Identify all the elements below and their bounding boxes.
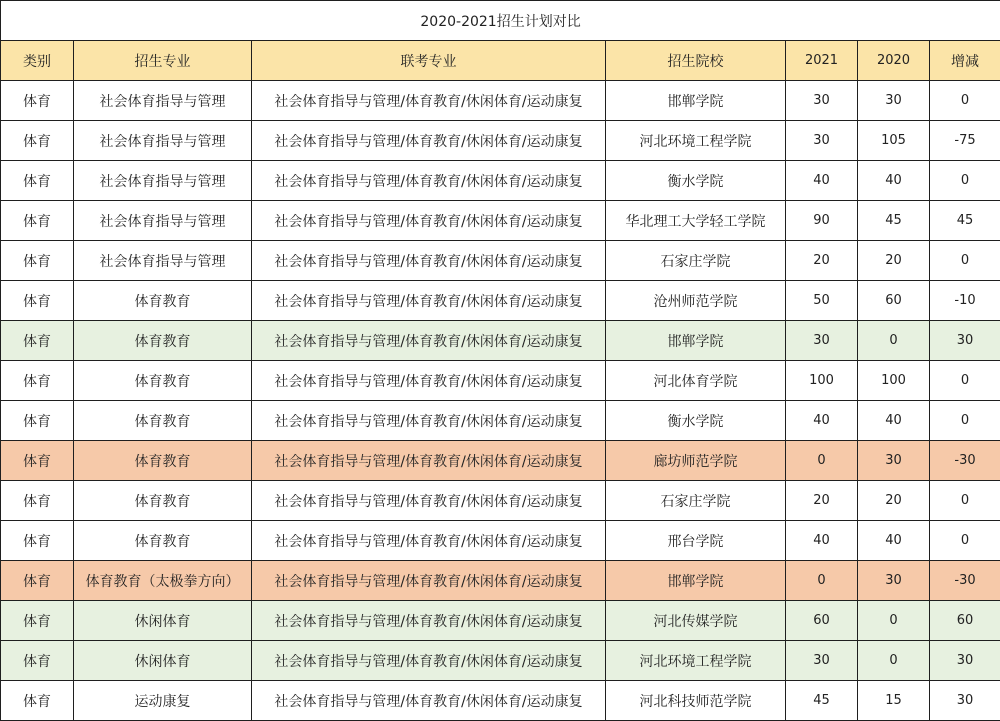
cell-school: 石家庄学院 xyxy=(606,241,786,281)
cell-2021: 90 xyxy=(786,201,858,241)
table-row xyxy=(1,81,1000,121)
cell-category: 体育 xyxy=(1,81,74,121)
cell-change: 0 xyxy=(930,401,1000,441)
cell-enroll-major: 社会体育指导与管理 xyxy=(74,81,252,121)
cell-enroll-major: 休闲体育 xyxy=(74,601,252,641)
cell-change: 30 xyxy=(930,681,1000,721)
cell-category: 体育 xyxy=(1,201,74,241)
cell-enroll-major: 体育教育（太极拳方向） xyxy=(74,561,252,601)
cell-2021: 50 xyxy=(786,281,858,321)
table-row xyxy=(1,521,1000,561)
cell-2021: 20 xyxy=(786,241,858,281)
cell-category: 体育 xyxy=(1,361,74,401)
cell-2020: 40 xyxy=(858,401,930,441)
table-row xyxy=(1,161,1000,201)
cell-2020: 30 xyxy=(858,441,930,481)
cell-joint-exam-major: 社会体育指导与管理/体育教育/休闲体育/运动康复 xyxy=(252,441,606,481)
cell-2020: 45 xyxy=(858,201,930,241)
header-2021: 2021 xyxy=(786,41,858,81)
cell-2021: 30 xyxy=(786,81,858,121)
cell-2021: 30 xyxy=(786,641,858,681)
cell-enroll-major: 体育教育 xyxy=(74,361,252,401)
cell-change: 0 xyxy=(930,481,1000,521)
cell-joint-exam-major: 社会体育指导与管理/体育教育/休闲体育/运动康复 xyxy=(252,481,606,521)
cell-change: -30 xyxy=(930,561,1000,601)
cell-joint-exam-major: 社会体育指导与管理/体育教育/休闲体育/运动康复 xyxy=(252,121,606,161)
cell-change: 60 xyxy=(930,601,1000,641)
cell-category: 体育 xyxy=(1,561,74,601)
cell-change: 30 xyxy=(930,321,1000,361)
cell-joint-exam-major: 社会体育指导与管理/体育教育/休闲体育/运动康复 xyxy=(252,521,606,561)
title-row xyxy=(1,1,1000,41)
header-school: 招生院校 xyxy=(606,41,786,81)
table-row xyxy=(1,561,1000,601)
cell-2020: 30 xyxy=(858,561,930,601)
cell-joint-exam-major: 社会体育指导与管理/体育教育/休闲体育/运动康复 xyxy=(252,81,606,121)
cell-change: -10 xyxy=(930,281,1000,321)
cell-enroll-major: 社会体育指导与管理 xyxy=(74,241,252,281)
cell-2021: 20 xyxy=(786,481,858,521)
cell-2021: 100 xyxy=(786,361,858,401)
header-row xyxy=(1,41,1000,81)
cell-school: 河北科技师范学院 xyxy=(606,681,786,721)
cell-enroll-major: 运动康复 xyxy=(74,681,252,721)
cell-school: 沧州师范学院 xyxy=(606,281,786,321)
cell-change: -75 xyxy=(930,121,1000,161)
cell-2020: 60 xyxy=(858,281,930,321)
table-row xyxy=(1,641,1000,681)
table-row xyxy=(1,281,1000,321)
cell-category: 体育 xyxy=(1,281,74,321)
cell-school: 邢台学院 xyxy=(606,521,786,561)
table-row xyxy=(1,401,1000,441)
cell-change: -30 xyxy=(930,441,1000,481)
cell-category: 体育 xyxy=(1,121,74,161)
cell-joint-exam-major: 社会体育指导与管理/体育教育/休闲体育/运动康复 xyxy=(252,201,606,241)
table-row xyxy=(1,481,1000,521)
table-row xyxy=(1,201,1000,241)
cell-2020: 40 xyxy=(858,521,930,561)
cell-2020: 30 xyxy=(858,81,930,121)
header-joint-exam-major: 联考专业 xyxy=(252,41,606,81)
cell-enroll-major: 体育教育 xyxy=(74,481,252,521)
cell-2021: 45 xyxy=(786,681,858,721)
table-row xyxy=(1,241,1000,281)
cell-change: 30 xyxy=(930,641,1000,681)
cell-school: 衡水学院 xyxy=(606,161,786,201)
header-enroll-major: 招生专业 xyxy=(74,41,252,81)
cell-2020: 20 xyxy=(858,241,930,281)
cell-enroll-major: 体育教育 xyxy=(74,521,252,561)
cell-joint-exam-major: 社会体育指导与管理/体育教育/休闲体育/运动康复 xyxy=(252,321,606,361)
cell-enroll-major: 体育教育 xyxy=(74,321,252,361)
cell-change: 0 xyxy=(930,241,1000,281)
cell-school: 邯郸学院 xyxy=(606,321,786,361)
cell-school: 河北体育学院 xyxy=(606,361,786,401)
cell-school: 廊坊师范学院 xyxy=(606,441,786,481)
cell-enroll-major: 社会体育指导与管理 xyxy=(74,121,252,161)
cell-category: 体育 xyxy=(1,681,74,721)
cell-category: 体育 xyxy=(1,641,74,681)
cell-joint-exam-major: 社会体育指导与管理/体育教育/休闲体育/运动康复 xyxy=(252,601,606,641)
cell-school: 邯郸学院 xyxy=(606,81,786,121)
cell-category: 体育 xyxy=(1,241,74,281)
cell-enroll-major: 社会体育指导与管理 xyxy=(74,161,252,201)
cell-joint-exam-major: 社会体育指导与管理/体育教育/休闲体育/运动康复 xyxy=(252,401,606,441)
table-row xyxy=(1,361,1000,401)
cell-category: 体育 xyxy=(1,601,74,641)
cell-category: 体育 xyxy=(1,161,74,201)
cell-joint-exam-major: 社会体育指导与管理/体育教育/休闲体育/运动康复 xyxy=(252,641,606,681)
table-row xyxy=(1,681,1000,721)
cell-change: 45 xyxy=(930,201,1000,241)
table-row xyxy=(1,441,1000,481)
cell-school: 河北环境工程学院 xyxy=(606,641,786,681)
cell-2021: 30 xyxy=(786,121,858,161)
cell-2020: 0 xyxy=(858,641,930,681)
cell-joint-exam-major: 社会体育指导与管理/体育教育/休闲体育/运动康复 xyxy=(252,241,606,281)
cell-enroll-major: 休闲体育 xyxy=(74,641,252,681)
table-title: 2020-2021招生计划对比 xyxy=(1,1,1000,41)
cell-enroll-major: 社会体育指导与管理 xyxy=(74,201,252,241)
cell-school: 华北理工大学轻工学院 xyxy=(606,201,786,241)
cell-change: 0 xyxy=(930,161,1000,201)
cell-joint-exam-major: 社会体育指导与管理/体育教育/休闲体育/运动康复 xyxy=(252,361,606,401)
cell-joint-exam-major: 社会体育指导与管理/体育教育/休闲体育/运动康复 xyxy=(252,161,606,201)
table-row xyxy=(1,601,1000,641)
cell-change: 0 xyxy=(930,521,1000,561)
cell-2021: 40 xyxy=(786,521,858,561)
cell-2020: 40 xyxy=(858,161,930,201)
cell-2020: 15 xyxy=(858,681,930,721)
table-row xyxy=(1,121,1000,161)
cell-enroll-major: 体育教育 xyxy=(74,281,252,321)
cell-2021: 0 xyxy=(786,561,858,601)
cell-school: 河北传媒学院 xyxy=(606,601,786,641)
cell-2020: 105 xyxy=(858,121,930,161)
cell-enroll-major: 体育教育 xyxy=(74,441,252,481)
table-row xyxy=(1,321,1000,361)
cell-2021: 40 xyxy=(786,401,858,441)
cell-category: 体育 xyxy=(1,401,74,441)
cell-change: 0 xyxy=(930,81,1000,121)
cell-2021: 60 xyxy=(786,601,858,641)
cell-joint-exam-major: 社会体育指导与管理/体育教育/休闲体育/运动康复 xyxy=(252,681,606,721)
cell-enroll-major: 体育教育 xyxy=(74,401,252,441)
cell-2021: 40 xyxy=(786,161,858,201)
cell-2020: 100 xyxy=(858,361,930,401)
cell-school: 衡水学院 xyxy=(606,401,786,441)
cell-2020: 0 xyxy=(858,321,930,361)
cell-2021: 0 xyxy=(786,441,858,481)
cell-2021: 30 xyxy=(786,321,858,361)
header-category: 类别 xyxy=(1,41,74,81)
cell-school: 邯郸学院 xyxy=(606,561,786,601)
cell-category: 体育 xyxy=(1,481,74,521)
cell-2020: 20 xyxy=(858,481,930,521)
cell-category: 体育 xyxy=(1,321,74,361)
cell-category: 体育 xyxy=(1,521,74,561)
cell-2020: 0 xyxy=(858,601,930,641)
cell-change: 0 xyxy=(930,361,1000,401)
header-2020: 2020 xyxy=(858,41,930,81)
cell-school: 石家庄学院 xyxy=(606,481,786,521)
cell-school: 河北环境工程学院 xyxy=(606,121,786,161)
cell-joint-exam-major: 社会体育指导与管理/体育教育/休闲体育/运动康复 xyxy=(252,281,606,321)
cell-joint-exam-major: 社会体育指导与管理/体育教育/休闲体育/运动康复 xyxy=(252,561,606,601)
header-change: 增减 xyxy=(930,41,1000,81)
cell-category: 体育 xyxy=(1,441,74,481)
